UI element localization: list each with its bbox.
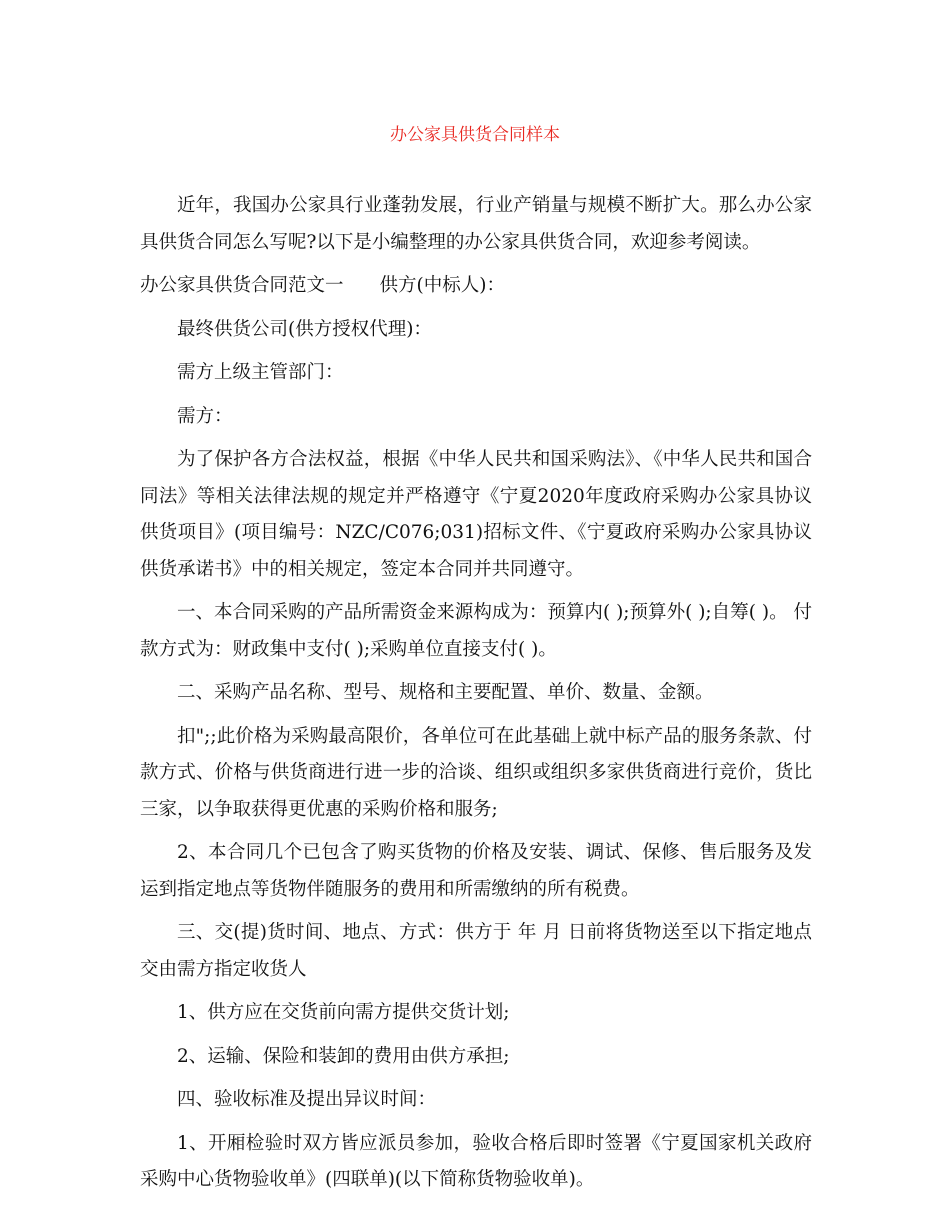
final-supplier-line: 最终供货公司(供方授权代理)： (177, 318, 432, 340)
clause-3-item-2: 2、运输、保险和装卸的费用由供方承担; (177, 1045, 510, 1067)
clause-3: 三、交(提)货时间、地点、方式：供方于 年 月 日前将货物送至以下指定地点交由需方指定收货人 (140, 922, 812, 980)
supplier-label: 供方(中标人)： (379, 275, 505, 296)
clause-2-note: 扣";;此价格为采购最高限价，各单位可在此基础上就中标产品的服务条款、付款方式、价格与供货商进行进一步的洽谈、组织或组织多家供货商进行竞价，货比三家，以争取获得更优惠的采购价格和服务; (140, 725, 812, 820)
document-title: 办公家具供货合同样本 (390, 125, 560, 145)
sample-heading: 办公家具供货合同范文一 (140, 275, 344, 296)
clause-2: 二、采购产品名称、型号、规格和主要配置、单价、数量、金额。 (177, 682, 714, 703)
clause-3-item-1: 1、供方应在交货前向需方提供交货计划; (177, 1002, 510, 1023)
preamble-paragraph: 为了保护各方合法权益，根据《中华人民共和国采购法》、《中华人民共和国合同法》等相关法律法规的规定并严格遵守《宁夏2020年度政府采购办公家具协议供货项目》(项目编号：NZC/C076;031)招标文件、《宁夏政府采购办公家具协议供货承诺书》中的相关规定，签定本合同并共同遵守。 (140, 449, 812, 580)
clause-4-item-1: 1、开厢检验时双方皆应派员参加，验收合格后即时签署《宁夏国家机关政府采购中心货物验收单》(四联单)(以下简称货物验收单)。 (140, 1132, 812, 1190)
buyer-line: 需方： (177, 405, 233, 427)
clause-4: 四、验收标准及提出异议时间： (177, 1089, 437, 1110)
document-body (140, 188, 812, 1206)
buyer-superior-line: 需方上级主管部门： (177, 362, 344, 383)
clause-2-item-2: 2、本合同几个已包含了购买货物的价格及安装、调试、保修、售后服务及发运到指定地点等货物伴随服务的费用和所需缴纳的所有税费。 (140, 842, 812, 900)
clause-1: 一、本合同采购的产品所需资金来源构成为：预算内( );预算外( );自筹( )。 付款方式为：财政集中支付( );采购单位直接支付( )。 (140, 602, 812, 660)
intro-paragraph: 近年，我国办公家具行业蓬勃发展，行业产销量与规模不断扩大。那么办公家具供货合同怎么写呢?以下是小编整理的办公家具供货合同，欢迎参考阅读。 (140, 195, 812, 253)
sample-heading-line (140, 268, 812, 305)
